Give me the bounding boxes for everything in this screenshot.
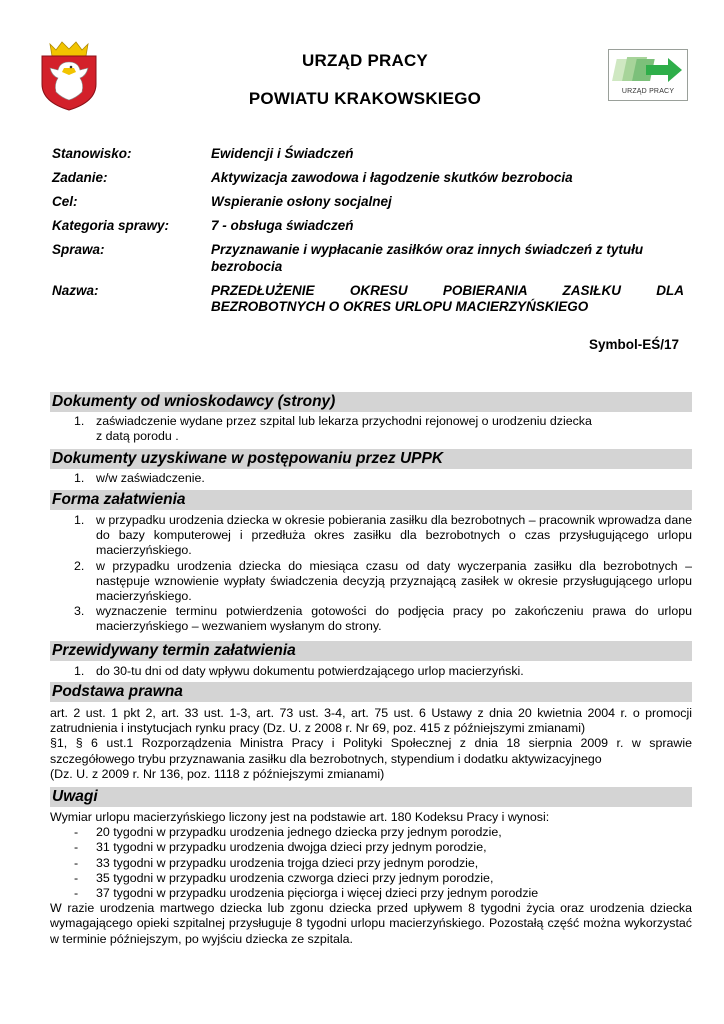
eagle-crest-icon (38, 40, 100, 112)
info-value (211, 242, 684, 275)
info-value (211, 283, 684, 316)
info-row-cel (52, 194, 684, 211)
item-text: z datą porodu . (96, 429, 179, 444)
info-label: Sprawa: (52, 242, 105, 257)
info-label: Cel: (52, 194, 78, 209)
item-number: 1. (74, 513, 85, 527)
section-body-dokumenty-uzyskiwane (50, 471, 692, 486)
list-item (50, 604, 692, 634)
item-number: 1. (74, 471, 85, 485)
info-value-line: PRZEDŁUŻENIE OKRESU POBIERANIA ZASIŁKU DLA (211, 282, 684, 298)
legal-basis-paragraph: art. 2 ust. 1 pkt 2, art. 33 ust. 1-3, art. 73 ust. 3-4, art. 75 ust. 6 Ustawy z dnia 20 kwietnia 2004 r. o promocji zatrudnienia i instytucjach rynku pracy (Dz. U. z 2008 r. Nr 69, poz. 415 z późniejszymi zmianami) (50, 706, 692, 736)
legal-basis-paragraph: §1, § 6 ust.1 Rozporządzenia Ministra Pracy i Polityki Społecznej z dnia 18 sierpnia 2009 r. w sprawie szczegółowego trybu przyznawania zasiłku dla bezrobotnych, stypendium i dodatku aktywizacyjnego (50, 736, 692, 766)
item-text: 33 tygodni w przypadku urodzenia trojga dzieci przy jednym porodzie, (96, 855, 479, 870)
section-body-dokumenty-wnioskodawcy (50, 414, 692, 444)
section-body-podstawa (50, 706, 692, 782)
list-item (50, 840, 692, 855)
dash-marker: - (74, 870, 79, 885)
section-title-uwagi: Uwagi (50, 787, 692, 807)
list-item (50, 825, 692, 840)
item-text: w przypadku urodzenia dziecka w okresie pobierania zasiłku dla bezrobotnych – pracownik wprowadza dane do bazy komputerowej i przedłuża okres zasiłku dla bezrobotnych o czas przysługującego urlopu macierzyńskiego. (96, 513, 692, 558)
info-value: 7 - obsługa świadczeń (211, 218, 354, 233)
section-title-podstawa: Podstawa prawna (50, 682, 692, 702)
section-title-dokumenty-wnioskodawcy: Dokumenty od wnioskodawcy (strony) (50, 392, 692, 412)
arrow-logo-icon (608, 49, 688, 101)
dash-marker: - (74, 886, 79, 901)
item-text: do 30-tu dni od daty wpływu dokumentu potwierdzającego urlop macierzyński. (96, 664, 524, 678)
info-value-line: Przyznawanie i wypłacanie zasiłków oraz innych świadczeń z tytułu (211, 242, 644, 257)
item-number: 2. (74, 558, 85, 573)
section-title-termin: Przewidywany termin załatwienia (50, 641, 692, 661)
info-label: Kategoria sprawy: (52, 218, 170, 233)
remarks-outro: W razie urodzenia martwego dziecka lub zgonu dziecka przed upływem 8 tygodni życia oraz urodzenia dziecka wymagającego opieki szpitalnej przysługuje 8 tygodni urlopu macierzyńskiego. Pozostałą część można wykorzystać w terminie późniejszym, po wyjściu dziecka ze szpitala. (50, 901, 692, 946)
item-text: 31 tygodni w przypadku urodzenia dwojga dzieci przy jednym porodzie, (96, 840, 487, 855)
info-row-stanowisko (52, 146, 684, 163)
item-text: wyznaczenie terminu potwierdzenia gotowości do podjęcia pracy po zakończeniu prawa do urlopu macierzyńskiego – wezwaniem wysłanym do strony. (96, 604, 692, 634)
info-row-nazwa (52, 283, 684, 316)
list-item (50, 513, 692, 559)
list-item (50, 664, 692, 679)
office-title: URZĄD PRACY (302, 51, 428, 70)
info-row-sprawa (52, 242, 684, 275)
item-text: 20 tygodni w przypadku urodzenia jednego dziecka przy jednym porodzie, (96, 825, 502, 840)
list-item (50, 471, 692, 486)
item-text: 35 tygodni w przypadku urodzenia czworga dzieci przy jednym porodzie, (96, 870, 494, 885)
logo-label: URZĄD PRACY (621, 88, 675, 95)
info-value: Wspieranie osłony socjalnej (211, 194, 392, 209)
list-item (50, 856, 692, 871)
section-body-forma (50, 513, 692, 635)
info-value: Aktywizacja zawodowa i łagodzenie skutków bezrobocia (211, 170, 573, 185)
section-title-dokumenty-uzyskiwane: Dokumenty uzyskiwane w postępowaniu przez UPPK (50, 449, 692, 469)
list-item (50, 559, 692, 605)
info-row-kategoria (52, 218, 684, 235)
dash-marker: - (74, 825, 79, 840)
item-text: 37 tygodni w przypadku urodzenia pięciorga i więcej dzieci przy jednym porodzie (96, 886, 539, 901)
document-symbol: Symbol-EŚ/17 (588, 337, 679, 352)
list-item (50, 871, 692, 886)
item-number: 3. (74, 604, 85, 619)
info-label: Nazwa: (52, 282, 99, 298)
info-label: Zadanie: (52, 170, 108, 185)
office-subtitle: POWIATU KRAKOWSKIEGO (248, 89, 482, 108)
legal-basis-paragraph: (Dz. U. z 2009 r. Nr 136, poz. 1118 z późniejszymi zmianami) (50, 766, 385, 781)
info-value: Ewidencji i Świadczeń (211, 146, 354, 161)
section-title-forma: Forma załatwienia (50, 490, 692, 510)
list-item (50, 414, 692, 444)
info-value-line: bezrobocia (211, 258, 283, 274)
info-row-zadanie (52, 170, 684, 187)
item-text: w przypadku urodzenia dziecka do miesiąca czasu od daty wyczerpania zasiłku dla bezrobotnych – następuje wznowienie wypłaty świadczenia decyzją przyznającą zasiłek w okresie przysługującego urlopu macierzyńskiego. (96, 558, 692, 604)
case-info-table (52, 146, 684, 323)
list-item (50, 886, 692, 901)
section-body-termin (50, 664, 692, 679)
remarks-intro: Wymiar urlopu macierzyńskiego liczony jest na podstawie art. 180 Kodeksu Pracy i wynosi: (50, 810, 550, 824)
dash-marker: - (74, 855, 79, 870)
info-value-line: BEZROBOTNYCH O OKRES URLOPU MACIERZYŃSKIEGO (211, 299, 589, 314)
item-number: 1. (74, 664, 85, 678)
info-label: Stanowisko: (52, 146, 132, 161)
item-text: w/w zaświadczenie. (96, 471, 205, 485)
item-text: zaświadczenie wydane przez szpital lub lekarza przychodni rejonowej o urodzeniu dziecka (96, 414, 592, 428)
dash-marker: - (74, 840, 79, 855)
section-body-uwagi (50, 810, 692, 947)
item-number: 1. (74, 414, 85, 428)
